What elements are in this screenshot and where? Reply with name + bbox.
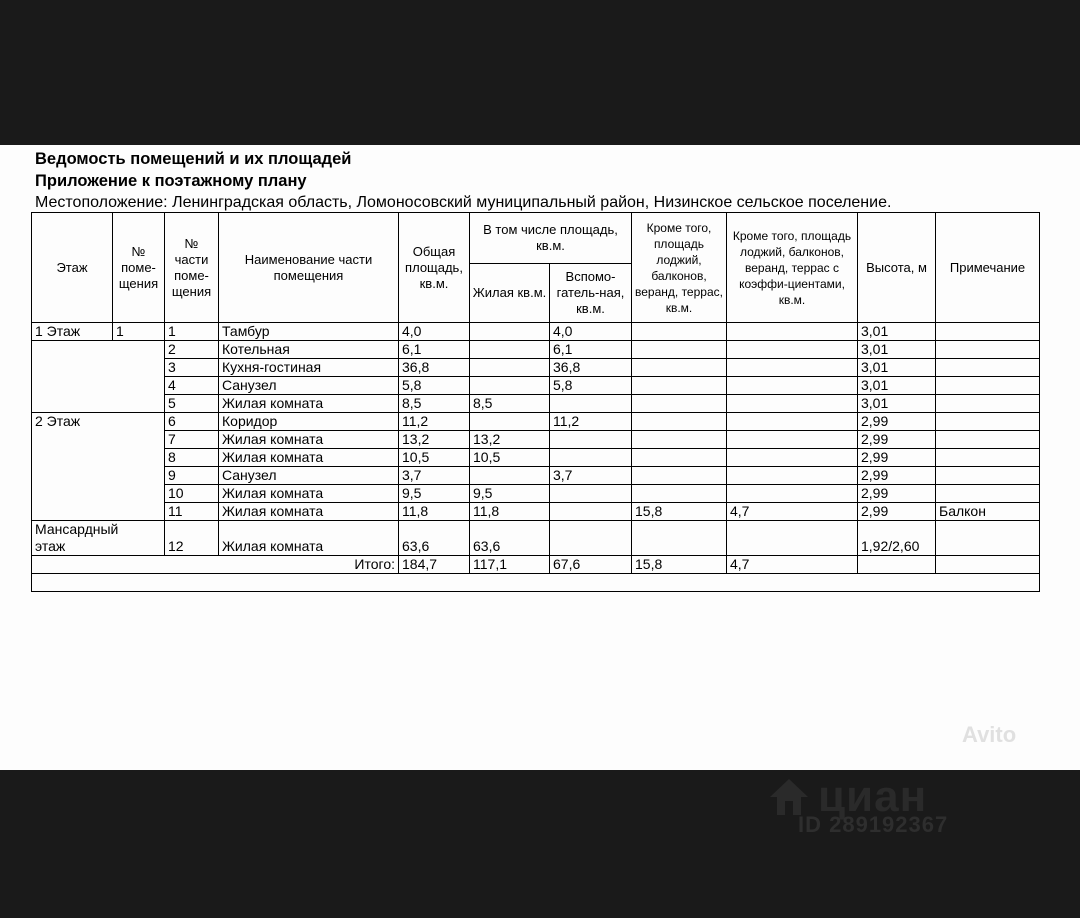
name-cell: Жилая комната xyxy=(219,503,399,521)
aux-cell xyxy=(550,431,632,449)
name-cell: Жилая комната xyxy=(219,449,399,467)
total-cell: 36,8 xyxy=(399,359,470,377)
coef-cell: 4,7 xyxy=(727,503,858,521)
header-floor: Этаж xyxy=(32,213,113,323)
floor-cell: 1 Этаж xyxy=(32,323,113,341)
name-cell: Коридор xyxy=(219,413,399,431)
aux-cell xyxy=(550,449,632,467)
loggia-cell xyxy=(632,395,727,413)
header-height: Высота, м xyxy=(858,213,936,323)
total-cell: 11,2 xyxy=(399,413,470,431)
aux-cell: 5,8 xyxy=(550,377,632,395)
totals-living: 117,1 xyxy=(470,556,550,574)
total-cell: 8,5 xyxy=(399,395,470,413)
total-cell: 9,5 xyxy=(399,485,470,503)
living-cell: 11,8 xyxy=(470,503,550,521)
document-location: Местоположение: Ленинградская область, Ломоносовский муниципальный район, Низинское сельское поселение. xyxy=(35,194,892,211)
note-cell xyxy=(936,521,1040,556)
floor-merged-cell xyxy=(32,341,165,413)
living-cell: 9,5 xyxy=(470,485,550,503)
coef-cell xyxy=(727,449,858,467)
totals-note xyxy=(936,556,1040,574)
document-subtitle: Приложение к поэтажному плану xyxy=(35,172,307,190)
total-cell: 63,6 xyxy=(399,521,470,556)
table-row xyxy=(32,449,1040,467)
header-part-no: № части поме-щения xyxy=(165,213,219,323)
loggia-cell xyxy=(632,467,727,485)
header-including: В том числе площадь, кв.м. xyxy=(470,213,632,264)
aux-cell: 3,7 xyxy=(550,467,632,485)
part-cell: 11 xyxy=(165,503,219,521)
loggia-cell xyxy=(632,413,727,431)
floor-attic-line2: этаж xyxy=(35,538,66,554)
note-cell xyxy=(936,413,1040,431)
coef-cell xyxy=(727,377,858,395)
total-cell: 6,1 xyxy=(399,341,470,359)
height-cell: 3,01 xyxy=(858,341,936,359)
header-row xyxy=(32,213,1040,264)
note-cell xyxy=(936,377,1040,395)
height-cell: 3,01 xyxy=(858,377,936,395)
coef-cell xyxy=(727,431,858,449)
note-cell xyxy=(936,341,1040,359)
living-cell: 10,5 xyxy=(470,449,550,467)
note-cell xyxy=(936,395,1040,413)
note-cell xyxy=(936,467,1040,485)
living-cell xyxy=(470,377,550,395)
height-cell: 3,01 xyxy=(858,395,936,413)
coef-cell xyxy=(727,467,858,485)
house-icon xyxy=(768,777,810,817)
table-row xyxy=(32,521,1040,556)
header-aux: Вспомо-гатель-ная, кв.м. xyxy=(550,264,632,323)
note-cell xyxy=(936,485,1040,503)
aux-cell xyxy=(550,485,632,503)
blank-row xyxy=(32,574,1040,592)
aux-cell: 11,2 xyxy=(550,413,632,431)
total-cell: 5,8 xyxy=(399,377,470,395)
total-cell: 3,7 xyxy=(399,467,470,485)
floor-cell: 2 Этаж xyxy=(32,413,165,521)
header-loggias-coef: Кроме того, площадь лоджий, балконов, веранд, террас с коэффи-циентами, кв.м. xyxy=(727,213,858,323)
height-cell: 1,92/2,60 xyxy=(858,521,936,556)
total-cell: 11,8 xyxy=(399,503,470,521)
header-note: Примечание xyxy=(936,213,1040,323)
blank-cell xyxy=(32,574,1040,592)
coef-cell xyxy=(727,521,858,556)
totals-aux: 67,6 xyxy=(550,556,632,574)
name-cell: Жилая комната xyxy=(219,431,399,449)
living-cell: 8,5 xyxy=(470,395,550,413)
floor-attic-line1: Мансардный xyxy=(35,521,119,537)
header-name: Наименование части помещения xyxy=(219,213,399,323)
part-cell: 2 xyxy=(165,341,219,359)
part-cell: 3 xyxy=(165,359,219,377)
totals-label: Итого: xyxy=(32,556,399,574)
table-row xyxy=(32,431,1040,449)
living-cell xyxy=(470,359,550,377)
loggia-cell xyxy=(632,323,727,341)
note-cell: Балкон xyxy=(936,503,1040,521)
height-cell: 3,01 xyxy=(858,359,936,377)
height-cell: 2,99 xyxy=(858,485,936,503)
aux-cell xyxy=(550,395,632,413)
coef-cell xyxy=(727,323,858,341)
table-row xyxy=(32,359,1040,377)
totals-total: 184,7 xyxy=(399,556,470,574)
part-cell: 12 xyxy=(165,521,219,556)
loggia-cell: 15,8 xyxy=(632,503,727,521)
living-cell: 63,6 xyxy=(470,521,550,556)
living-cell xyxy=(470,323,550,341)
coef-cell xyxy=(727,341,858,359)
coef-cell xyxy=(727,359,858,377)
living-cell xyxy=(470,467,550,485)
cian-wordmark: циан xyxy=(818,772,928,821)
height-cell: 2,99 xyxy=(858,467,936,485)
header-total: Общая площадь, кв.м. xyxy=(399,213,470,323)
part-cell: 4 xyxy=(165,377,219,395)
table-row xyxy=(32,503,1040,521)
loggia-cell xyxy=(632,377,727,395)
note-cell xyxy=(936,359,1040,377)
name-cell: Котельная xyxy=(219,341,399,359)
aux-cell xyxy=(550,503,632,521)
loggia-cell xyxy=(632,449,727,467)
totals-row xyxy=(32,556,1040,574)
name-cell: Тамбур xyxy=(219,323,399,341)
totals-coef: 4,7 xyxy=(727,556,858,574)
document-header xyxy=(35,148,891,213)
rooms-table xyxy=(31,212,1040,592)
table-row xyxy=(32,485,1040,503)
loggia-cell xyxy=(632,359,727,377)
part-cell: 9 xyxy=(165,467,219,485)
header-loggias: Кроме того, площадь лоджий, балконов, веранд, террас, кв.м. xyxy=(632,213,727,323)
name-cell: Санузел xyxy=(219,467,399,485)
part-cell: 1 xyxy=(165,323,219,341)
part-cell: 7 xyxy=(165,431,219,449)
header-living: Жилая кв.м. xyxy=(470,264,550,323)
total-cell: 4,0 xyxy=(399,323,470,341)
total-cell: 10,5 xyxy=(399,449,470,467)
loggia-cell xyxy=(632,431,727,449)
living-cell xyxy=(470,341,550,359)
total-cell: 13,2 xyxy=(399,431,470,449)
part-cell: 6 xyxy=(165,413,219,431)
name-cell: Жилая комната xyxy=(219,521,399,556)
name-cell: Жилая комната xyxy=(219,485,399,503)
living-cell xyxy=(470,413,550,431)
height-cell: 3,01 xyxy=(858,323,936,341)
loggia-cell xyxy=(632,485,727,503)
floor-cell xyxy=(32,521,165,556)
header-room-no: № поме-щения xyxy=(113,213,165,323)
aux-cell xyxy=(550,521,632,556)
part-cell: 5 xyxy=(165,395,219,413)
name-cell: Кухня-гостиная xyxy=(219,359,399,377)
table-row xyxy=(32,341,1040,359)
aux-cell: 36,8 xyxy=(550,359,632,377)
avito-watermark: Avito xyxy=(962,722,1017,747)
table-row xyxy=(32,413,1040,431)
room-no-cell: 1 xyxy=(113,323,165,341)
note-cell xyxy=(936,449,1040,467)
totals-loggia: 15,8 xyxy=(632,556,727,574)
height-cell: 2,99 xyxy=(858,431,936,449)
note-cell xyxy=(936,323,1040,341)
table-row xyxy=(32,323,1040,341)
cian-id: ID 289192367 xyxy=(798,812,949,837)
note-cell xyxy=(936,431,1040,449)
name-cell: Жилая комната xyxy=(219,395,399,413)
loggia-cell xyxy=(632,521,727,556)
table-row xyxy=(32,467,1040,485)
table-row xyxy=(32,395,1040,413)
name-cell: Санузел xyxy=(219,377,399,395)
part-cell: 8 xyxy=(165,449,219,467)
coef-cell xyxy=(727,395,858,413)
loggia-cell xyxy=(632,341,727,359)
coef-cell xyxy=(727,485,858,503)
aux-cell: 6,1 xyxy=(550,341,632,359)
living-cell: 13,2 xyxy=(470,431,550,449)
height-cell: 2,99 xyxy=(858,413,936,431)
document-title: Ведомость помещений и их площадей xyxy=(35,150,352,168)
height-cell: 2,99 xyxy=(858,503,936,521)
table-row xyxy=(32,377,1040,395)
part-cell: 10 xyxy=(165,485,219,503)
aux-cell: 4,0 xyxy=(550,323,632,341)
coef-cell xyxy=(727,413,858,431)
totals-height xyxy=(858,556,936,574)
height-cell: 2,99 xyxy=(858,449,936,467)
